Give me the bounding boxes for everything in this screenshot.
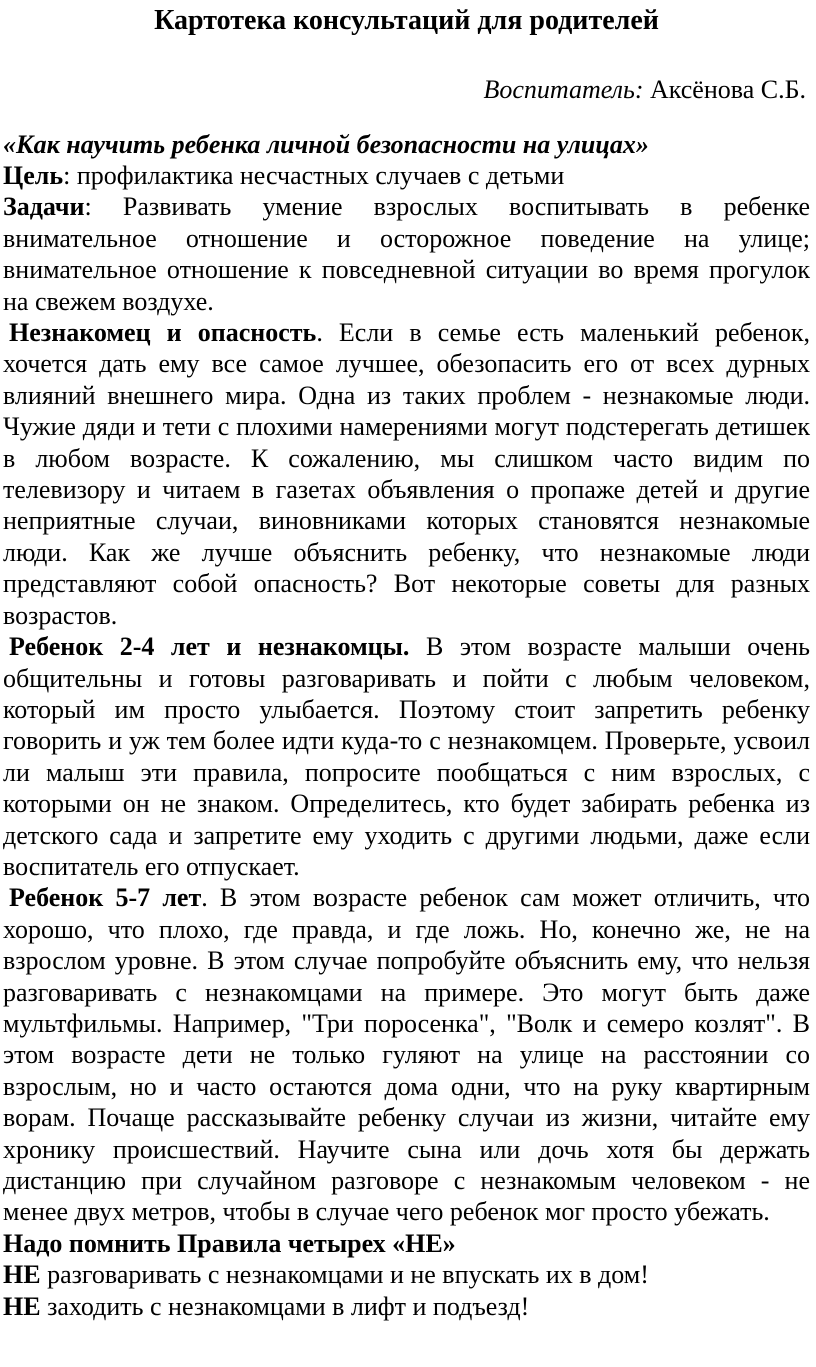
section-text: . Если в семье есть маленький ребенок, хочется дать ему все самое лучшее, обезопасить его от всех дурных влияний внешнего мира. Одна из таких проблем - незнакомые люди. Чужие дяди и тети с плохими намерениями могут подстерегать детишек в любом возрасте. К сожалению, мы слишком часто видим по телевизору и читаем в газетах объявления о пропаже детей и другие неприятные случаи, виновниками которых становятся незнакомые люди. Как же лучше объяснить ребенку, что незнакомые люди представляют собой опасность? Вот некоторые советы для разных возрастов. — [3, 318, 810, 630]
section-age-2-4 — [3, 631, 810, 882]
tasks-text: : Развивать умение взрослых воспитывать в ребенке внимательное отношение и осторожное поведение на улице; внимательное отношение к повседневной ситуации во время прогулок на свежем воздухе. — [3, 192, 810, 316]
tasks-label: Задачи — [3, 192, 85, 222]
document-title: Картотека консультаций для родителей — [154, 5, 659, 36]
author-role: Воспитатель: — [483, 75, 644, 104]
section-heading: Ребенок 5-7 лет — [9, 883, 202, 913]
rules-title: Надо помнить Правила четырех «НЕ» — [3, 1228, 456, 1258]
goal-text: : профилактика несчастных случаев с детьми — [63, 161, 565, 190]
section-text: . В этом возрасте ребенок сам может отличить, что хорошо, что плохо, где правда, и где ложь. Но, конечно же, не на взрослом уровне. В этом случае попробуйте объяснить ему, что нельзя разговаривать с незнакомцами на примере. Это могут быть даже мультфильмы. Например, "Три поросенка", "Волк и семеро козлят". В этом возрасте дети не только гуляют на улице на расстоянии со взрослым, но и часто остаются дома одни, что на руку квартирным ворам. Почаще рассказывайте ребенку случаи из жизни, читайте ему хронику происшествий. Научите сына или дочь хотя бы держать дистанцию при случайном разговоре с незнакомым человеком - не менее двух метров, чтобы в случае чего ребенок мог просто убежать. — [3, 883, 810, 1227]
section-stranger-danger — [3, 317, 810, 631]
rule-text: разговаривать с незнакомцами и не впускать их в дом! — [40, 1260, 649, 1290]
rule-ne: НЕ — [3, 1260, 41, 1290]
rule-item — [3, 1259, 810, 1290]
goal-paragraph — [3, 160, 810, 191]
rule-ne: НЕ — [3, 1291, 41, 1321]
goal-label: Цель — [3, 161, 64, 190]
tasks-paragraph — [3, 191, 810, 317]
section-text: В этом возрасте малыши очень общительны и готовы разговаривать и пойти с любым человеком, который им просто улыбается. Поэтому стоит запретить ребенку говорить и уж тем более идти куда-то с незнакомцем. Проверьте, усвоил ли малыш эти правила, попросите пообщаться с ним взрослых, с которыми он не знаком. Определитесь, кто будет забирать ребенка из детского сада и запретите ему уходить с другими людьми, даже если воспитатель его отпускает. — [3, 632, 810, 881]
consultation-topic: «Как научить ребенка личной безопасности на улицах» — [3, 130, 649, 159]
rule-item — [3, 1291, 810, 1322]
rule-text: заходить с незнакомцами в лифт и подъезд! — [40, 1291, 530, 1321]
author-name: Аксёнова С.Б. — [650, 75, 806, 104]
section-heading: Ребенок 2-4 лет и незнакомцы. — [9, 632, 410, 662]
author-line — [3, 74, 810, 106]
section-age-5-7 — [3, 882, 810, 1227]
section-heading: Незнакомец и опасность — [9, 318, 317, 348]
